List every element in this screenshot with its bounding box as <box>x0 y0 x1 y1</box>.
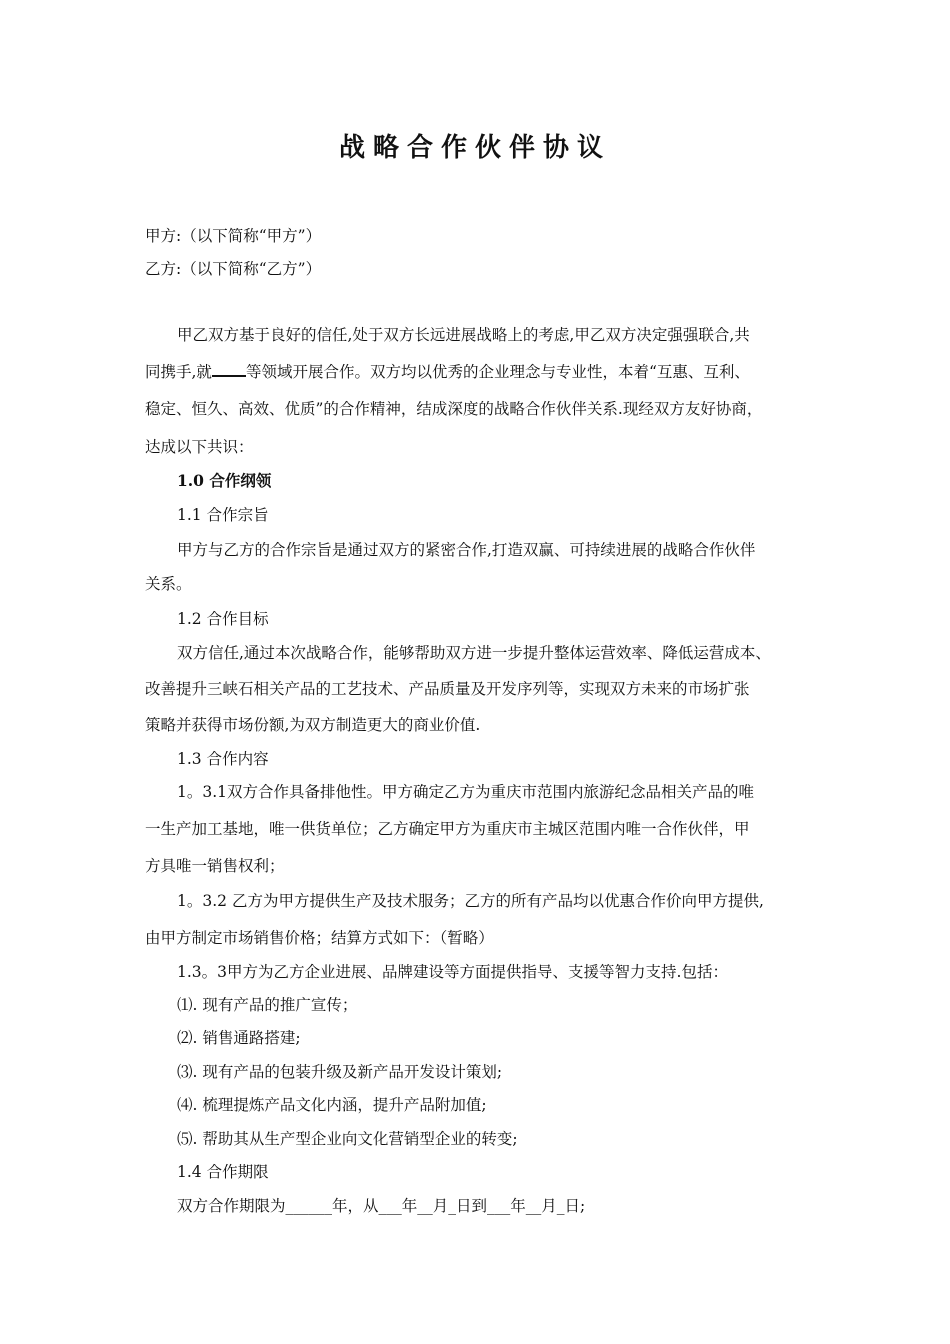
section-1-3-2-line-2: 由甲方制定市场销售价格；结算方式如下：（暂略） <box>145 929 494 947</box>
intro-line-3: 稳定、恒久、高效、优质”的合作精神，结成深度的战略合作伙伴关系.现经双方友好协商， <box>145 400 763 418</box>
section-1-1-heading: 1.1 合作宗旨 <box>177 506 269 524</box>
list-item-3: ⑶. 现有产品的包装升级及新产品开发设计策划; <box>177 1063 503 1081</box>
intro-line-2b: 等领域开展合作。双方均以优秀的企业理念与专业性，本着“互惠、互利、 <box>245 363 750 381</box>
list-item-2: ⑵. 销售通路搭建; <box>177 1029 301 1047</box>
section-1-1-line-2: 关系。 <box>145 575 192 593</box>
section-1-4-line: 双方合作期限为______年，从___年__月_日到___年__月_日; <box>177 1197 586 1215</box>
document-title: 战略合作伙伴协议 <box>338 133 611 163</box>
section-1-3-1-line-3: 方具唯一销售权利； <box>145 857 285 875</box>
intro-line-2a: 同携手,就 <box>145 363 212 381</box>
list-item-4: ⑷. 梳理提炼产品文化内涵，提升产品附加值; <box>177 1096 487 1114</box>
section-1-2-heading: 1.2 合作目标 <box>177 610 269 628</box>
intro-line-2 <box>145 360 750 384</box>
list-item-5: ⑸. 帮助其从生产型企业向文化营销型企业的转变; <box>177 1130 518 1148</box>
section-1-2-line-3: 策略并获得市场份额,为双方制造更大的商业价值. <box>145 716 481 734</box>
section-1-3-1-line-2: 一生产加工基地，唯一供货单位；乙方确定甲方为重庆市主城区范围内唯一合作伙伴，甲 <box>145 820 750 838</box>
party-a-line: 甲方:（以下简称“甲方”） <box>145 227 322 245</box>
section-1-3-2-line-1: 1。3.2 乙方为甲方提供生产及技术服务；乙方的所有产品均以优惠合作价向甲方提供, <box>177 892 764 910</box>
section-1-3-3-line: 1.3。3甲方为乙方企业进展、品牌建设等方面提供指导、支援等智力支持.包括： <box>177 963 728 981</box>
section-1-0-heading: 1.0 合作纲领 <box>177 471 272 490</box>
section-1-4-heading: 1.4 合作期限 <box>177 1163 269 1181</box>
section-1-2-line-2: 改善提升三峡石相关产品的工艺技术、产品质量及开发序列等，实现双方未来的市场扩张 <box>145 680 750 698</box>
intro-line-1: 甲乙双方基于良好的信任,处于双方长远进展战略上的考虑,甲乙双方决定强强联合,共 <box>177 326 750 344</box>
list-item-1: ⑴. 现有产品的推广宣传； <box>177 996 358 1014</box>
field-blank <box>212 361 246 377</box>
section-1-1-line-1: 甲方与乙方的合作宗旨是通过双方的紧密合作,打造双赢、可持续进展的战略合作伙伴 <box>177 541 756 559</box>
section-1-3-1-line-1: 1。3.1双方合作具备排他性。甲方确定乙方为重庆市范围内旅游纪念品相关产品的唯 <box>177 783 755 801</box>
party-b-line: 乙方:（以下简称“乙方”） <box>145 260 322 278</box>
intro-line-4: 达成以下共识： <box>145 438 254 456</box>
section-1-3-heading: 1.3 合作内容 <box>177 750 269 768</box>
section-1-2-line-1: 双方信任,通过本次战略合作，能够帮助双方进一步提升整体运营效率、降低运营成本、 <box>177 644 771 662</box>
